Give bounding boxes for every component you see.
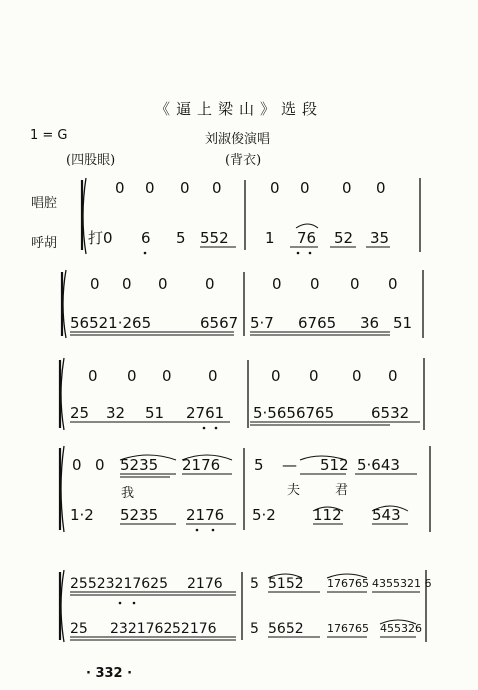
note: 76 [297,229,317,247]
note: 25 [70,404,90,422]
note: 4355321 6 [372,577,432,590]
note: 112 [313,506,342,524]
note: 0 [270,179,280,197]
lyric: 夫 [287,483,301,498]
key-signature: 1 = G [30,128,68,143]
huqin-part-label: 呼胡 [31,236,58,251]
performer-credit: 刘淑俊演唱 [205,132,271,147]
note: 176765 [327,622,369,635]
note: 51 [393,314,413,332]
note: 0 [145,179,155,197]
note: 5 [176,229,186,247]
note: 0 [309,367,319,385]
voice-part-label: 唱腔 [31,196,58,211]
note: 6765 [298,314,337,332]
note: 0 [350,275,360,293]
lyric: 君 [335,483,349,498]
note: 0 [205,275,215,293]
note: 1·2 [70,506,94,524]
note: 0 [271,367,281,385]
note: 0 [212,179,222,197]
note: 0 [310,275,320,293]
page-title: 《逼上梁山》选段 [154,100,323,118]
note: 0 [342,179,352,197]
note: 35 [370,229,390,247]
note: 0 [127,367,137,385]
aria-subtitle: (背衣) [225,153,262,168]
note: 0 [300,179,310,197]
note: 0 [388,275,398,293]
note: 5 [250,621,259,637]
note: 0 [158,275,168,293]
note: 0 [376,179,386,197]
note: 0 [162,367,172,385]
note: 5·5656765 [253,404,335,422]
note: 512 [320,456,349,474]
note: 5·643 [357,456,400,474]
note: 32 [106,404,126,422]
note: 0 [95,456,105,474]
note: 0 [388,367,398,385]
note: 0 [72,456,82,474]
banqiang-label: (四股眼) [66,153,116,168]
note: 0 [352,367,362,385]
note: 5652 [268,621,304,637]
note: 2176 [182,456,221,474]
note: 552 [200,229,229,247]
note: 0 [180,179,190,197]
note: 2761 [186,404,225,422]
note: 0 [208,367,218,385]
note: 52176 [172,621,217,637]
note: 2176 [186,506,225,524]
note: 2321762 [110,621,173,637]
note: 6532 [371,404,410,422]
note: 5 [250,576,259,592]
note: 25 [70,621,88,637]
note: 543 [372,506,401,524]
note: 455326 [380,622,422,635]
page-number: · 332 · [86,666,133,681]
note: 0 [272,275,282,293]
lyric: 我 [121,486,135,501]
note: 0 [115,179,125,197]
note: 51 [145,404,165,422]
note: 6567 [200,314,239,332]
note: 52 [334,229,354,247]
note: 0 [88,367,98,385]
note: 36 [360,314,380,332]
note: — [282,456,297,474]
note: 5235 [120,456,159,474]
note: 2176 [187,576,223,592]
note: 5235 [120,506,159,524]
note: 5·2 [252,506,276,524]
note: 176765 [327,577,369,590]
note: 6 [141,229,151,247]
note: 0 [90,275,100,293]
note: 5·7 [250,314,274,332]
note: 1 [265,229,275,247]
note: 25523217625 [70,576,168,592]
note: 5 [254,456,264,474]
note: 0 [122,275,132,293]
note: 5152 [268,576,304,592]
note: 打0 [88,229,113,247]
note: 56521·265 [70,314,152,332]
